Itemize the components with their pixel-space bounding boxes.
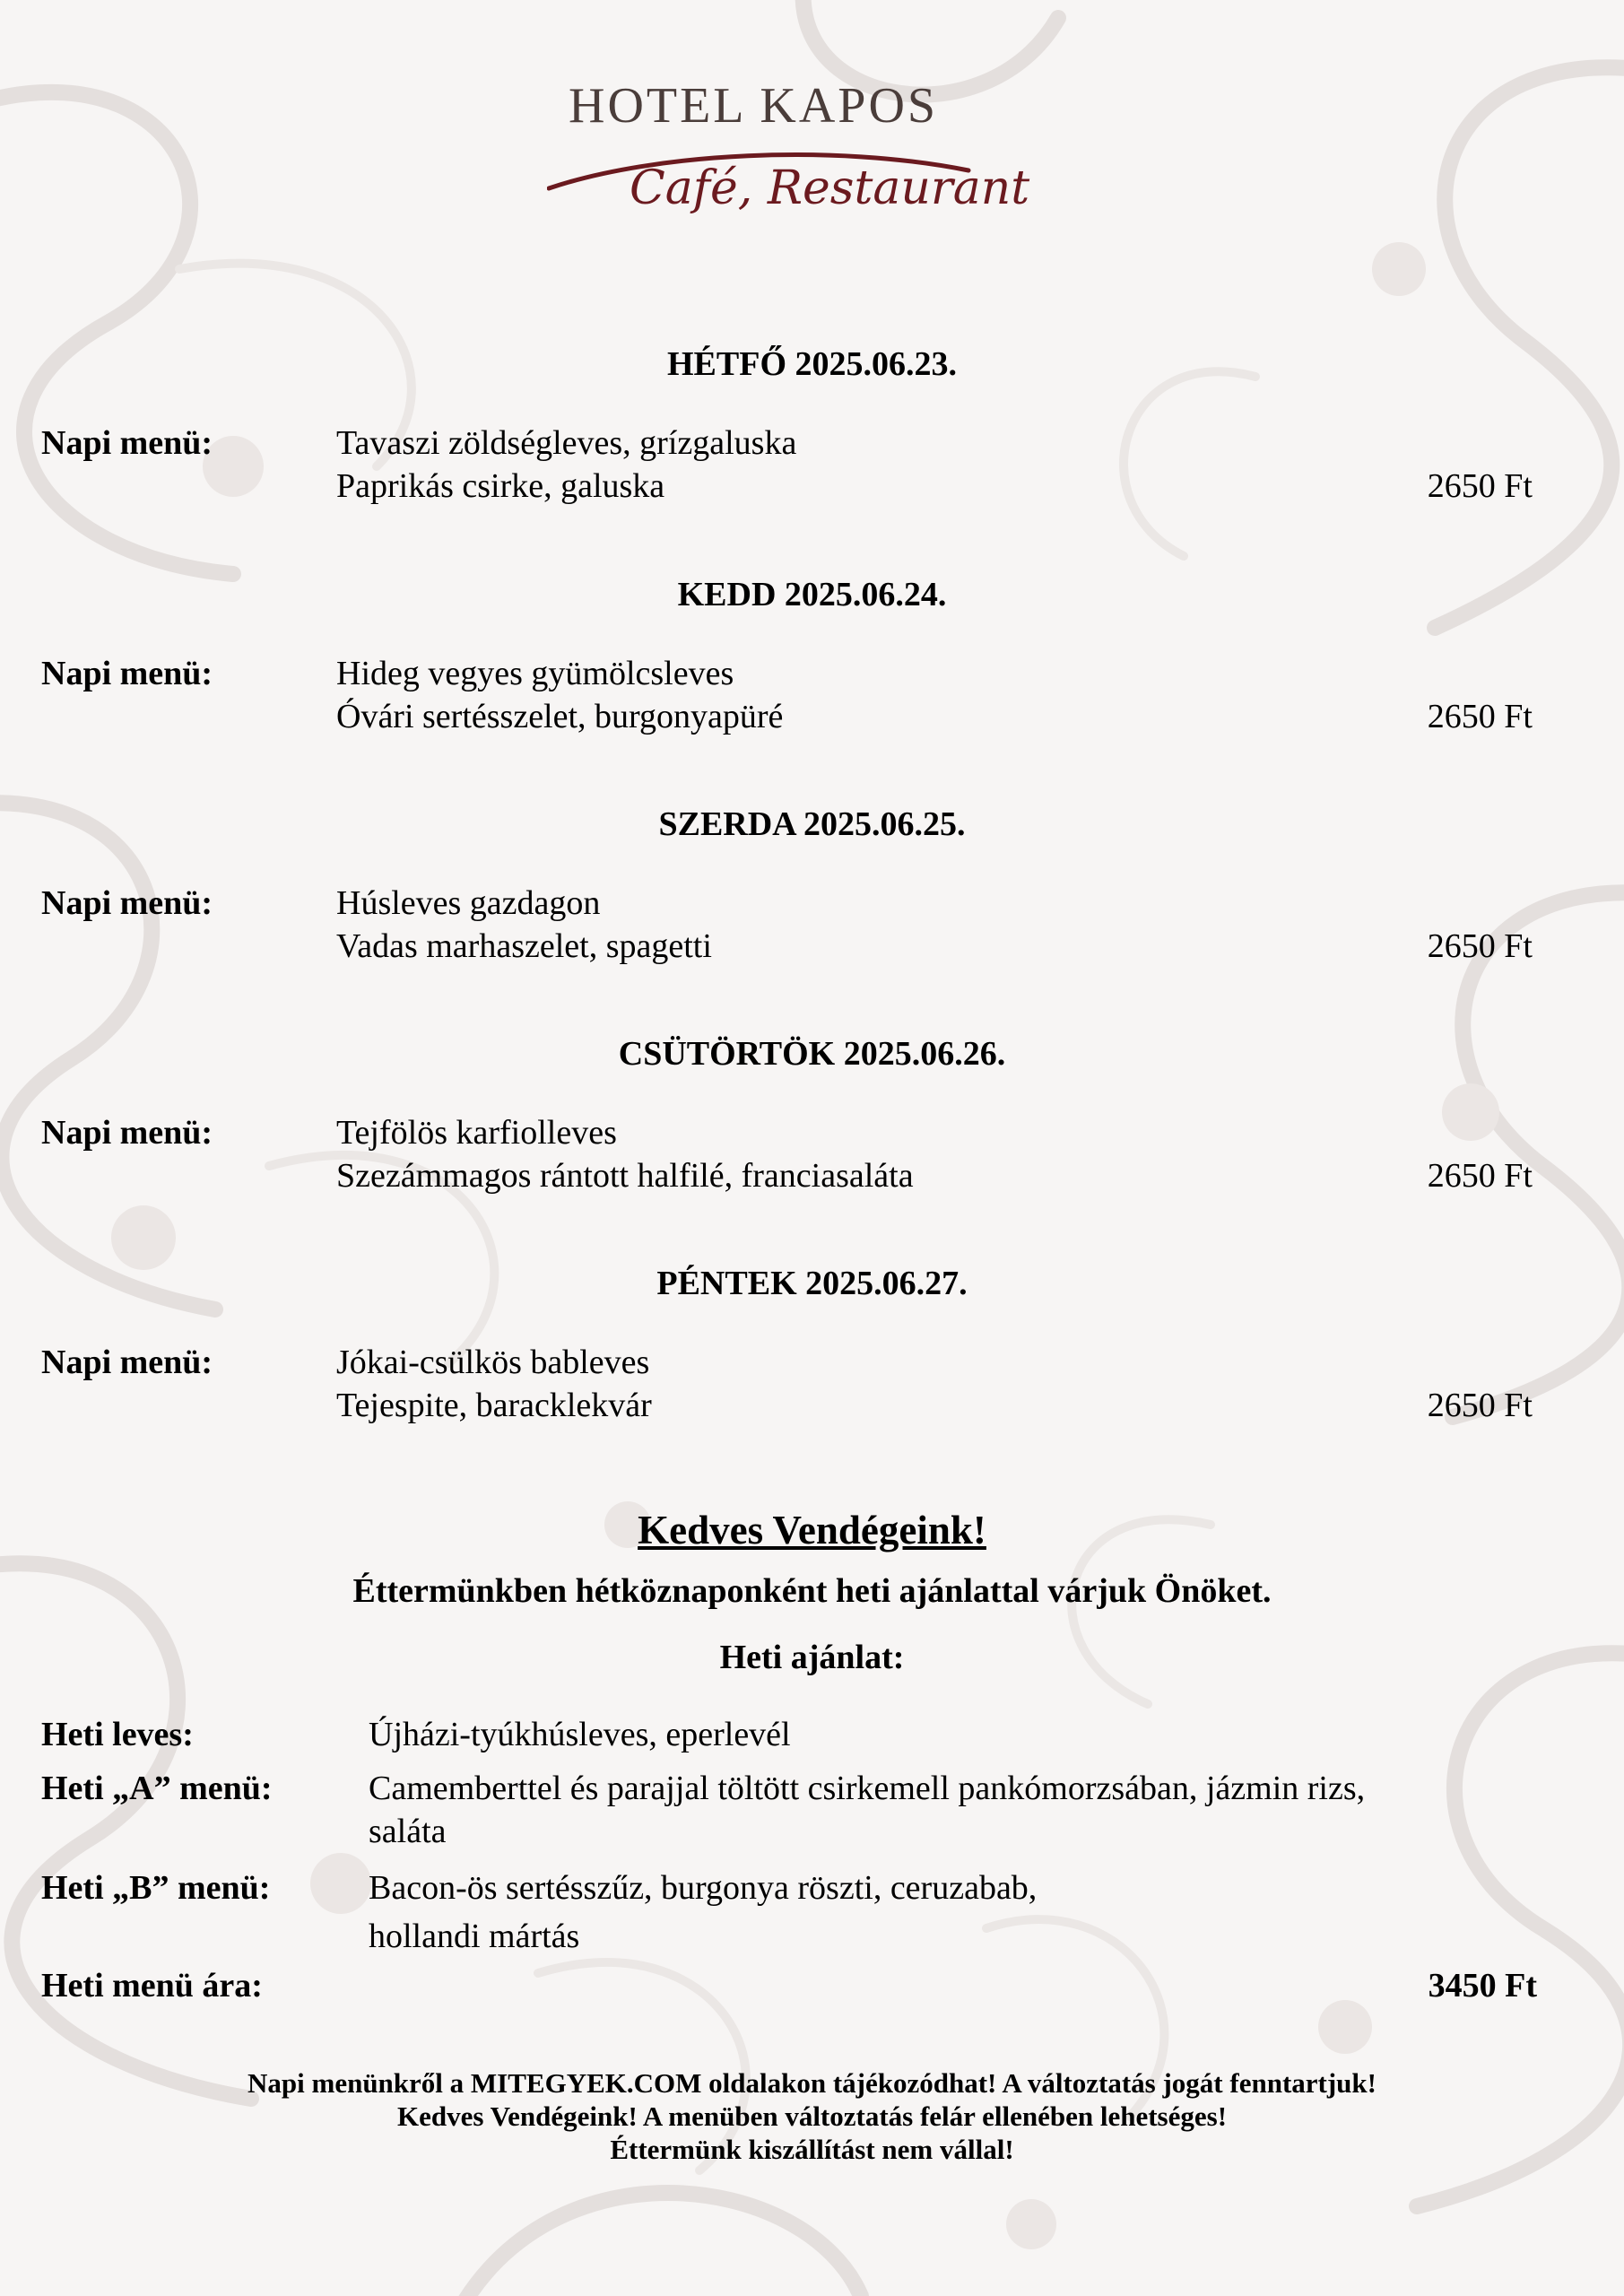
weekly-a-dish-line2: saláta — [369, 1813, 447, 1850]
weekly-b-dish-line1: Bacon-ös sertésszűz, burgonya röszti, ceruzabab, — [369, 1869, 1038, 1907]
daily-menu-label: Napi menü: — [41, 424, 213, 462]
daily-main: Vadas marhaszelet, spagetti — [336, 927, 712, 965]
weekly-heading: Heti ajánlat: — [719, 1639, 905, 1676]
footer-line-3: Éttermünk kiszállítást nem vállal! — [610, 2134, 1014, 2165]
weekly-greeting: Kedves Vendégeink! — [638, 1508, 986, 1552]
daily-price: 2650 Ft — [1427, 1157, 1533, 1195]
weekly-b-dish-line2: hollandi mártás — [369, 1918, 580, 1955]
daily-price: 2650 Ft — [1427, 467, 1533, 505]
weekly-price: 3450 Ft — [1428, 1967, 1537, 2005]
weekly-price-label: Heti menü ára: — [41, 1967, 263, 2005]
daily-menu-label: Napi menü: — [41, 884, 213, 922]
daily-price: 2650 Ft — [1427, 927, 1533, 965]
weekly-soup: Újházi-tyúkhúsleves, eperlevél — [369, 1716, 791, 1753]
day-title-tuesday: KEDD 2025.06.24. — [677, 576, 947, 613]
hotel-logo — [547, 72, 1030, 242]
daily-price: 2650 Ft — [1427, 1387, 1533, 1424]
daily-main: Tejespite, baracklekvár — [336, 1387, 652, 1424]
daily-soup: Jókai-csülkös bableves — [336, 1344, 650, 1381]
daily-main: Szezámmagos rántott halfilé, franciasaláta — [336, 1157, 914, 1195]
weekly-b-label: Heti „B” menü: — [41, 1869, 271, 1907]
weekly-soup-label: Heti leves: — [41, 1716, 194, 1753]
logo-tagline: Café, Restaurant — [630, 161, 1030, 215]
daily-main: Paprikás csirke, galuska — [336, 467, 665, 505]
daily-soup: Húsleves gazdagon — [336, 884, 601, 922]
footer-line-1: Napi menünkről a MITEGYEK.COM oldalakon tájékozódhat! A változtatás jogát fenntartjuk! — [248, 2067, 1376, 2099]
daily-price: 2650 Ft — [1427, 698, 1533, 735]
logo-name: HOTEL KAPOS — [569, 78, 939, 134]
footer-line-2: Kedves Vendégeink! A menüben változtatás felár ellenében lehetséges! — [396, 2100, 1228, 2132]
weekly-a-label: Heti „A” menü: — [41, 1770, 273, 1807]
daily-menu-label: Napi menü: — [41, 655, 213, 692]
day-title-wednesday: SZERDA 2025.06.25. — [658, 805, 966, 843]
daily-soup: Hideg vegyes gyümölcsleves — [336, 655, 734, 692]
weekly-intro: Éttermünkben hétköznaponként heti ajánlattal várjuk Önöket. — [352, 1572, 1272, 1610]
day-title-friday: PÉNTEK 2025.06.27. — [656, 1265, 968, 1302]
daily-menu-label: Napi menü: — [41, 1114, 213, 1152]
daily-soup: Tejfölös karfiolleves — [336, 1114, 617, 1152]
daily-menu-label: Napi menü: — [41, 1344, 213, 1381]
day-title-thursday: CSÜTÖRTÖK 2025.06.26. — [618, 1035, 1006, 1073]
day-title-monday: HÉTFŐ 2025.06.23. — [666, 345, 958, 383]
daily-soup: Tavaszi zöldségleves, grízgaluska — [336, 424, 797, 462]
weekly-a-dish-line1: Camemberttel és parajjal töltött csirkemell pankómorzsában, jázmin rizs, — [369, 1770, 1366, 1807]
daily-main: Óvári sertésszelet, burgonyapüré — [336, 698, 784, 735]
